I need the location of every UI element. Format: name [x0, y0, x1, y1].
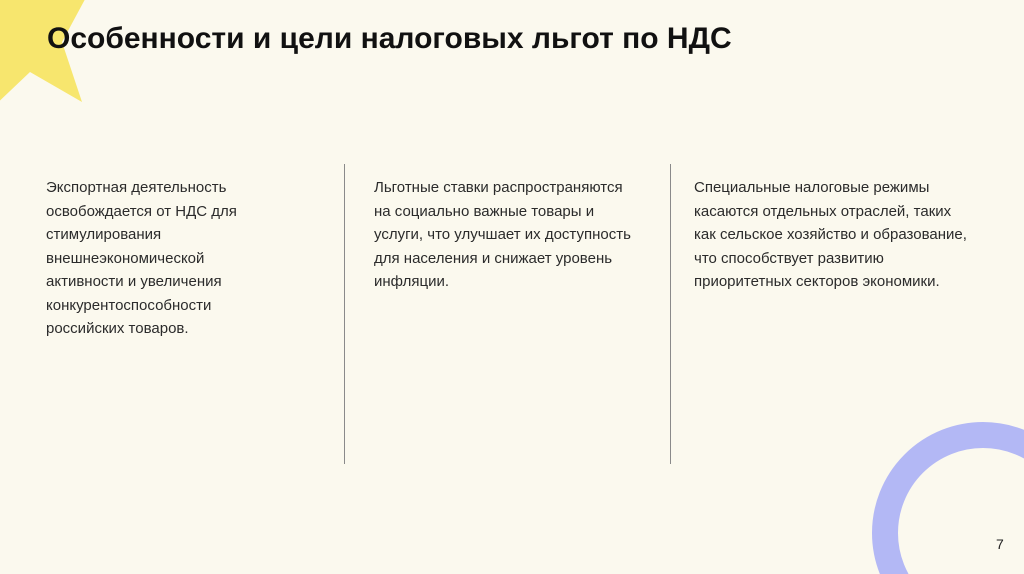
page-number: 7	[996, 536, 1004, 552]
column-export: Экспортная деятельность освобождается от НДС для стимулирования внешнеэкономической активности и увеличения конкурентоспособности российских товаров.	[46, 179, 237, 337]
column-special-regimes: Специальные налоговые режимы касаются отдельных отраслей, таких как сельское хозяйство и образование, что способствует развитию приоритетных секторов экономики.	[694, 179, 967, 290]
column-divider	[670, 164, 671, 464]
slide-title: Особенности и цели налоговых льгот по НДС	[47, 22, 732, 55]
column-preferential-rates: Льготные ставки распространяются на социально важные товары и услуги, что улучшает их доступность для населения и снижает уровень инфляции.	[374, 179, 631, 290]
column-divider	[344, 164, 345, 464]
star-decoration-icon	[0, 0, 100, 120]
